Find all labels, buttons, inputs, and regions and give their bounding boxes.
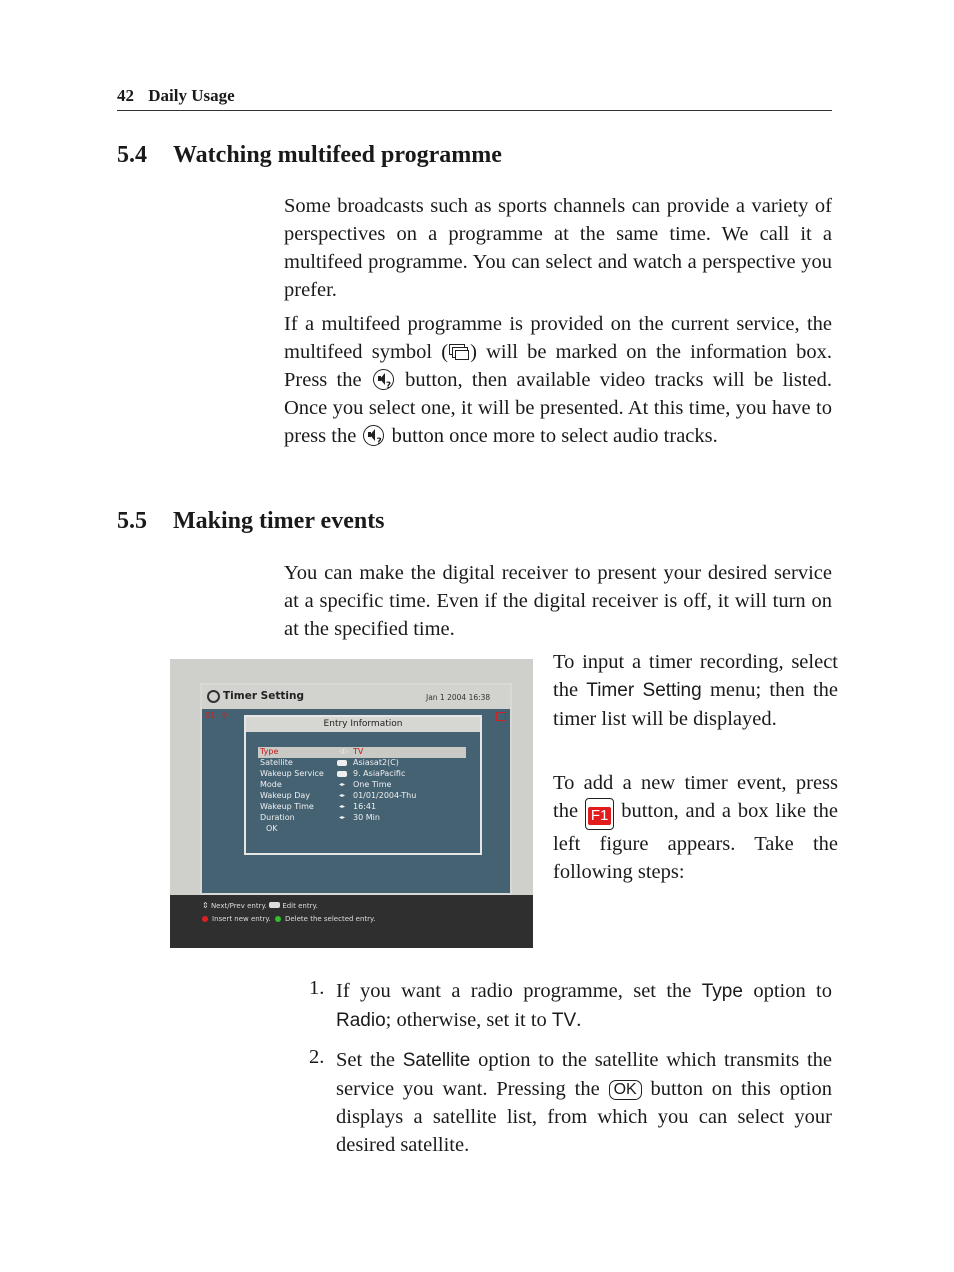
step-number: 1. xyxy=(309,977,325,999)
step-1-text xyxy=(336,977,832,1035)
ok-key-icon xyxy=(269,902,280,908)
text-run: . xyxy=(576,1009,582,1031)
field-label-wakeup-day: Wakeup Day xyxy=(260,791,311,800)
text-run: button, then available video tracks will be listed. Once you select one, it will be presented. At this time, you have to press the xyxy=(284,369,833,447)
text-run: button, and a box like the left figure appears. Take the following steps: xyxy=(553,800,838,883)
menu-name-timer-setting: Timer Setting xyxy=(586,680,702,701)
step-number: 2. xyxy=(309,1046,325,1068)
field-value-satellite[interactable]: Asiasat2(C) xyxy=(353,758,399,767)
text-run: ; otherwise, set it to xyxy=(385,1009,547,1031)
running-header xyxy=(117,86,832,111)
audio-button-icon: ? xyxy=(363,425,384,446)
row-number: 01 xyxy=(205,711,216,720)
window-datetime: Jan 1 2004 16:38 xyxy=(426,693,491,702)
arrow-left-right-icon: ◂▸ xyxy=(339,792,346,799)
red-key-icon xyxy=(202,916,208,922)
help-edit: Edit entry. xyxy=(282,902,318,910)
row-channel: 9 xyxy=(222,711,228,720)
green-key-icon xyxy=(275,916,281,922)
clock-icon xyxy=(207,690,220,703)
entry-information-dialog xyxy=(244,715,482,855)
field-label-wakeup-service: Wakeup Service xyxy=(260,769,324,778)
section-number: 5.5 xyxy=(117,508,147,534)
section-number: 5.4 xyxy=(117,142,147,168)
text-run: To add a new timer event, press the xyxy=(553,772,838,822)
option-value-tv: TV xyxy=(551,1010,577,1031)
f1-key-icon xyxy=(585,798,615,830)
field-label-duration: Duration xyxy=(260,813,295,822)
section-heading-5-4 xyxy=(117,142,502,169)
timer-setting-window xyxy=(200,683,512,895)
ok-button[interactable]: OK xyxy=(266,824,278,833)
section-title: Making timer events xyxy=(173,508,385,534)
timer-menu-paragraph xyxy=(553,648,838,733)
section-title: Watching multifeed programme xyxy=(173,142,502,168)
field-value-wakeup-time[interactable]: 16:41 xyxy=(353,802,377,811)
help-insert: Insert new entry. xyxy=(212,915,271,923)
field-label-type: Type xyxy=(260,747,279,756)
help-footer xyxy=(170,895,533,948)
page-number: 42 xyxy=(117,86,134,105)
ok-key-icon xyxy=(337,760,347,766)
field-label-mode: Mode xyxy=(260,780,282,789)
chapter-title: Daily Usage xyxy=(148,86,235,105)
text-run: option to the satellite which transmits the service you want. Pressing the xyxy=(336,1049,832,1100)
field-label-satellite: Satellite xyxy=(260,758,293,767)
field-value-mode[interactable]: One Time xyxy=(353,780,392,789)
field-value-wakeup-service[interactable]: 9. AsiaPacific xyxy=(353,769,406,778)
window-title: Timer Setting xyxy=(223,690,304,702)
text-run: ) will be marked on the information box. Press the xyxy=(284,341,832,391)
help-delete: Delete the selected entry. xyxy=(284,915,376,923)
ok-key-icon xyxy=(337,771,347,777)
arrow-left-right-icon: ◂▸ xyxy=(339,781,346,788)
option-value-radio: Radio xyxy=(336,1010,386,1031)
option-name-satellite: Satellite xyxy=(402,1050,471,1071)
up-down-arrow-icon: ⇕ xyxy=(202,901,209,910)
multifeed-intro-paragraph: Some broadcasts such as sports channels can provide a variety of perspectives on a programme at the same time. We call it a multifeed programme. You can select and watch a perspective you prefer. xyxy=(284,195,832,301)
field-label-wakeup-time: Wakeup Time xyxy=(260,802,314,811)
window-title-bar xyxy=(202,685,510,709)
multifeed-icon xyxy=(449,344,469,360)
section-heading-5-5 xyxy=(117,508,385,535)
option-name-type: Type xyxy=(701,981,743,1002)
field-value-type[interactable]: TV xyxy=(353,747,364,756)
help-next-prev: Next/Prev entry. xyxy=(210,902,267,910)
timer-intro-paragraph: You can make the digital receiver to present your desired service at a specific time. Even if the digital receiver is off, it will turn on at the specified time. xyxy=(284,562,832,640)
help-line-2 xyxy=(202,915,375,923)
audio-button-icon: ? xyxy=(373,369,394,390)
text-run: If you want a radio programme, set the xyxy=(336,980,692,1002)
step-2-text xyxy=(336,1046,832,1159)
text-run: option to xyxy=(753,980,833,1002)
text-run: To input a timer recording, select the xyxy=(553,651,838,701)
arrow-toggle-icon: ◁▷ xyxy=(339,748,349,755)
text-run: button once more to select audio tracks. xyxy=(391,425,718,447)
mail-icon xyxy=(496,712,506,721)
ok-key-icon: OK xyxy=(609,1080,642,1100)
add-timer-paragraph xyxy=(553,769,838,886)
dialog-title: Entry Information xyxy=(246,717,480,732)
text-run: button on this option displays a satellite list, from which you can select your desired satellite. xyxy=(336,1078,833,1156)
help-line-1 xyxy=(202,901,318,910)
f1-key-label: F1 xyxy=(588,807,612,825)
text-run: Set the xyxy=(336,1049,395,1071)
multifeed-symbol-paragraph xyxy=(284,310,832,450)
field-value-wakeup-day[interactable]: 01/01/2004-Thu xyxy=(353,791,417,800)
text-run: If a multifeed programme is provided on the current service, the multifeed symbol ( xyxy=(284,313,832,363)
timer-setting-screenshot xyxy=(170,659,533,948)
arrow-left-right-icon: ◂▸ xyxy=(339,814,346,821)
field-value-duration[interactable]: 30 Min xyxy=(353,813,380,822)
text-run: menu; then the timer list will be displayed. xyxy=(553,679,838,730)
arrow-left-right-icon: ◂▸ xyxy=(339,803,346,810)
